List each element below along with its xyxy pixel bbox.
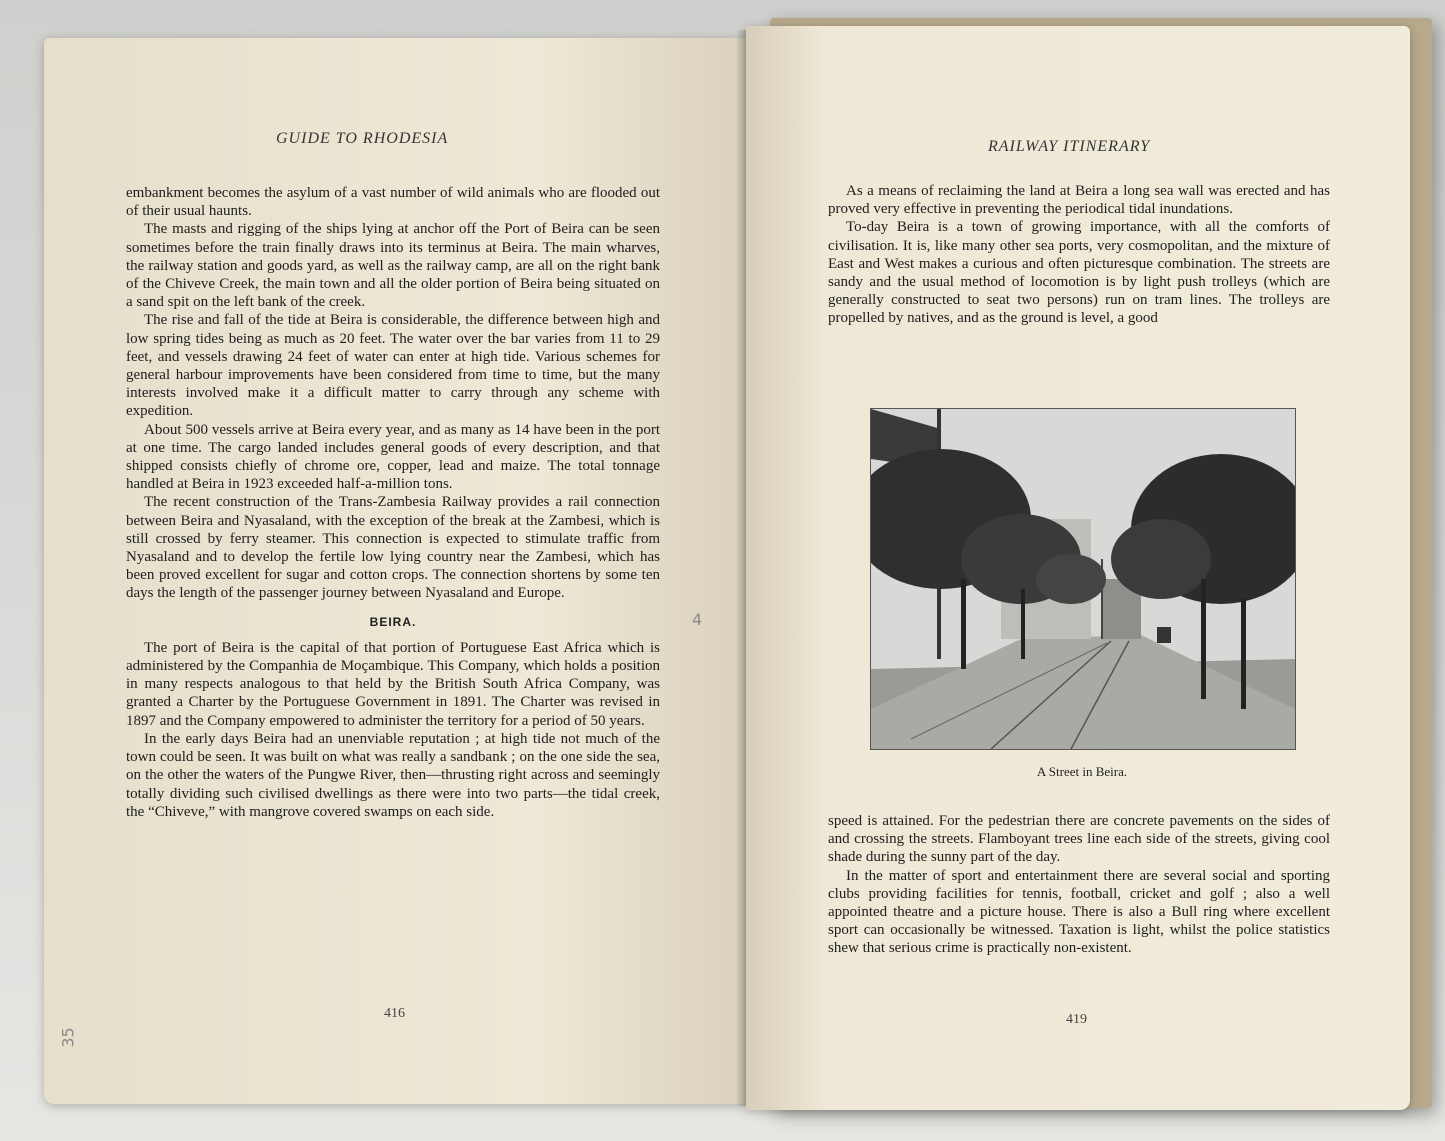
page-number-left: 416 — [384, 1006, 405, 1021]
running-head-right: RAILWAY ITINERARY — [988, 138, 1151, 155]
left-page — [44, 38, 748, 1104]
page-number-right: 419 — [1066, 1012, 1087, 1027]
pencil-mark: 4 — [692, 610, 703, 629]
right-text-block-top — [828, 182, 1330, 328]
paragraph: The rise and fall of the tide at Beira is considerable, the difference between high and low spring tides being as much as 20 feet. The water over the bar varies from 11 to 29 feet, and vessels drawing 24 feet of water can enter at high tide. Various schemes for general harbour improvements have been considered from time to time, but the many interests involved make it a difficult matter to carry through any scheme with expedition. — [126, 312, 660, 420]
paragraph: embankment becomes the asylum of a vast number of wild animals who are flooded out of their usual haunts. — [126, 185, 660, 220]
paragraph: speed is attained. For the pedestrian there are concrete pavements on the sides of and crossing the streets. Flamboyant trees line each side of the streets, giving cool shade during the sunny part of the day. — [828, 813, 1330, 866]
pencil-corner-note: 35 — [58, 1027, 78, 1048]
left-text-block — [126, 184, 660, 821]
paragraph: In the matter of sport and entertainment there are several social and sporting clubs providing facilities for tennis, football, cricket and golf ; also a well appointed theatre and a picture house. There is also a Bull ring where excellent sport can occasionally be witnessed. Taxation is light, whilst the police statistics shew that serious crime is practically non-existent. — [828, 867, 1330, 957]
street-photo — [870, 408, 1296, 750]
section-heading-beira: BEIRA. — [369, 614, 417, 629]
paragraph: As a means of reclaiming the land at Beira a long sea wall was erected and has proved very effective in preventing the periodical tidal inundations. — [828, 183, 1330, 218]
photo-caption: A Street in Beira. — [1036, 764, 1128, 779]
paragraph: In the early days Beira had an unenviable reputation ; at high tide not much of the town could be seen. It was built on what was really a sandbank ; on the one side the sea, on the other the waters of the Pungwe River, then—thrusting right across and seemingly totally dividing such civilised dwellings as there were into two parts—the tidal creek, the “Chiveve,” with mangrove covered swamps on each side. — [126, 730, 660, 820]
paragraph: The masts and rigging of the ships lying at anchor off the Port of Beira can be seen sometimes before the train finally draws into its terminus at Beira. The main wharves, the railway station and goods yard, as well as the railway camp, are all on the right bank of the Chiveve Creek, the main town and all the older portion of Beira being situated on a sand spit on the left bank of the creek. — [126, 221, 660, 311]
paragraph: The recent construction of the Trans-Zambesia Railway provides a rail connection between Beira and Nyasaland, with the exception of the break at the Zambesi, which is still crossed by ferry steamer. This connection is expected to stimulate traffic from Nyasaland and to develop the fertile low lying country near the Zambesi, which has been proved excellent for sugar and cotton crops. The connection shortens by some ten days the length of the passenger journey between Nyasaland and Europe. — [126, 494, 660, 602]
right-text-block-bottom — [828, 812, 1330, 958]
running-head-left: GUIDE TO RHODESIA — [276, 130, 449, 147]
paragraph: About 500 vessels arrive at Beira every year, and as many as 14 have been in the port at one time. The cargo landed includes general goods of every description, and that shipped consists chiefly of chrome ore, copper, lead and maize. The total tonnage handled at Beira in 1923 exceeded half-a-million tons. — [126, 421, 660, 493]
right-page — [746, 26, 1410, 1110]
paragraph: To-day Beira is a town of growing importance, with all the comforts of civilisation. It is, like many other sea ports, very cosmopolitan, and the mixture of East and West makes a curious and often picturesque combination. The streets are sandy and the usual method of locomotion is by light push trolleys (which are generally constructed to seat two persons) run on tram lines. The trolleys are propelled by natives, and as the ground is level, a good — [828, 219, 1330, 327]
paragraph: The port of Beira is the capital of that portion of Portuguese East Africa which is administered by the Companhia de Moçambique. This Company, which holds a position in many respects analogous to that held by the British South Africa Company, was granted a Charter by the Portuguese Government in 1891. The Charter was revised in 1897 and the Company empowered to administer the territory for a period of 50 years. — [126, 639, 660, 729]
